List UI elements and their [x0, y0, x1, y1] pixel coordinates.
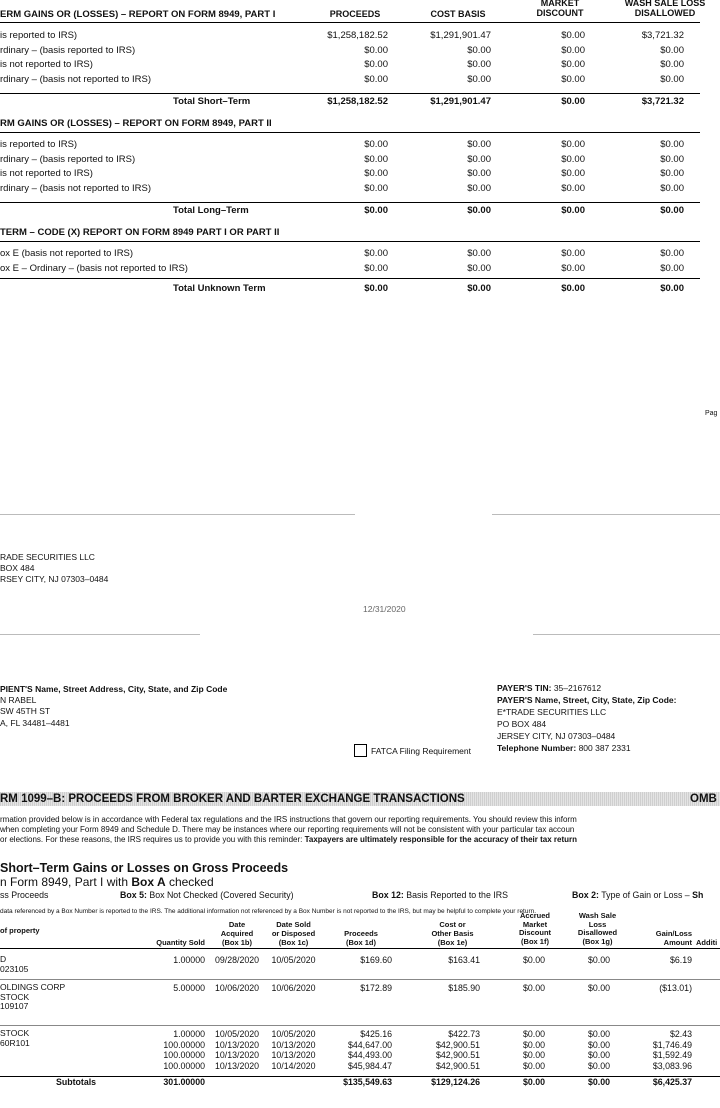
- col-acq: [212, 920, 262, 947]
- header-cost-basis: COST BASIS: [430, 9, 486, 19]
- payer-tin-value: 35–2167612: [553, 683, 602, 693]
- long_term-row-wash: $0.00: [660, 182, 684, 194]
- subtotals-wash: $0.00: [587, 1077, 610, 1087]
- short_term-row-label: rdinary – (basis not reported to IRS): [0, 73, 152, 85]
- short_term-row-cost: $0.00: [467, 59, 491, 70]
- detail-cell-sold: 10/13/2020: [271, 1050, 316, 1060]
- col-sold-2: or Disposed: [271, 929, 316, 938]
- detail-cell-market: $0.00: [522, 1050, 545, 1060]
- unknown_term-row-cost: $0.00: [467, 262, 491, 274]
- col-cost-1: Cost or: [439, 920, 466, 929]
- long_term-row-wash: $0.00: [660, 153, 684, 165]
- box2-label: Box 2:: [572, 890, 599, 900]
- short_term-row-wash: $0.00: [660, 59, 684, 70]
- short_term-row-proceeds: $0.00: [364, 59, 388, 70]
- detail-cell-qty: 1.00000: [173, 1029, 205, 1039]
- detail-note: data referenced by a Box Number is reported to the IRS. The additional information not referenced by a Box Number is not reported to the IRS, but may be helpful to complete your return.: [0, 908, 537, 915]
- box5-info: [120, 890, 294, 900]
- box12-value: Basis Reported to the IRS: [406, 890, 508, 900]
- detail-cell-qty: 100.00000: [163, 1060, 205, 1071]
- fatca-checkbox[interactable]: [354, 744, 367, 757]
- notice-line3: [0, 835, 577, 844]
- subtotals-cost: $129,124.26: [431, 1077, 480, 1087]
- total-short-term-label: Total Short–Term: [173, 96, 251, 107]
- payer-phone-value: 800 387 2331: [578, 743, 631, 753]
- detail-subtitle-post: checked: [165, 875, 214, 889]
- detail-cell-sold: 10/13/2020: [271, 1039, 316, 1050]
- detail-cell-market: $0.00: [522, 1060, 545, 1071]
- detail-cell-cost: $422.73: [448, 1029, 480, 1039]
- property-description: 60R101: [0, 1037, 30, 1048]
- form-title: RM 1099–B: PROCEEDS FROM BROKER AND BARTER EXCHANGE TRANSACTIONS: [0, 793, 465, 805]
- detail-cell-sold: 10/14/2020: [271, 1060, 316, 1071]
- box2-bold: Sh: [692, 890, 704, 900]
- col-sold: [266, 920, 321, 947]
- detail-cell-gain: $2.43: [669, 1029, 692, 1039]
- col-cost: [420, 920, 485, 947]
- total-long-term-label: Total Long–Term: [173, 205, 249, 216]
- detail-title: Short–Term Gains or Losses on Gross Proceeds: [0, 861, 289, 875]
- short_term-row-label: rdinary – (basis reported to IRS): [0, 44, 136, 56]
- long_term-row-market: $0.00: [561, 139, 585, 150]
- short_term-total-wash: $3,721.32: [641, 96, 684, 107]
- detail-left-label: ss Proceeds: [0, 890, 49, 900]
- subtotals-proceeds: $135,549.63: [343, 1077, 392, 1087]
- short_term-total-cost: $1,291,901.47: [430, 96, 491, 107]
- col-wash-1: Wash Sale: [578, 911, 617, 920]
- detail-cell-proceeds: $44,647.00: [347, 1039, 392, 1050]
- unknown-term-section-title: TERM – CODE (X) REPORT ON FORM 8949 PART I OR PART II: [0, 227, 280, 238]
- long_term-total-proceeds: $0.00: [364, 205, 388, 216]
- box2-value: Type of Gain or Loss –: [601, 890, 690, 900]
- notice-line3-text: or elections. For these reasons, the IRS requires us to provide you with this reminder:: [0, 835, 305, 844]
- col-market: [510, 912, 560, 946]
- header-wash-sale: WASH SALE LOSS DISALLOWED: [624, 0, 706, 18]
- short_term-row-proceeds: $0.00: [364, 44, 388, 56]
- detail-cell-qty: 5.00000: [173, 983, 205, 993]
- detail-cell-proceeds: $44,493.00: [347, 1050, 392, 1060]
- header-proceeds: PROCEEDS: [329, 9, 381, 19]
- detail-cell-gain: $1,592.49: [652, 1050, 692, 1060]
- long_term-row-market: $0.00: [561, 182, 585, 194]
- long_term-row-cost: $0.00: [467, 182, 491, 194]
- omb-label: OMB: [690, 793, 717, 805]
- subtotals-qty: 301.00000: [163, 1077, 205, 1087]
- detail-cell-acq: 10/13/2020: [214, 1039, 260, 1050]
- box5-value: Box Not Checked (Covered Security): [149, 890, 294, 900]
- unknown_term-total-market: $0.00: [561, 283, 585, 294]
- payer-block-line3: RSEY CITY, NJ 07303–0484: [0, 574, 109, 584]
- long_term-row-label: rdinary – (basis reported to IRS): [0, 153, 136, 165]
- detail-cell-wash: $0.00: [587, 1039, 610, 1050]
- recipient-line2: SW 45TH ST: [0, 706, 51, 716]
- long_term-total-market: $0.00: [561, 205, 585, 216]
- unknown_term-row-wash: $0.00: [660, 248, 684, 259]
- fatca-label: FATCA Filing Requirement: [371, 746, 471, 756]
- col-proceeds: [330, 929, 392, 947]
- short_term-row-wash: $0.00: [660, 44, 684, 56]
- property-description: STOCK: [0, 1028, 30, 1038]
- payer-line2: PO BOX 484: [497, 719, 547, 729]
- unknown_term-row-proceeds: $0.00: [364, 262, 388, 274]
- col-wash: [570, 912, 625, 946]
- col-proceeds-1: Proceeds: [344, 929, 378, 938]
- short_term-row-wash: $0.00: [660, 73, 684, 85]
- col-gain-1: Gain/Loss: [655, 929, 692, 938]
- long_term-row-wash: $0.00: [660, 168, 684, 179]
- short_term-row-market: $0.00: [561, 59, 585, 70]
- subtotals-gain: $6,425.37: [652, 1077, 692, 1087]
- detail-cell-acq: 10/05/2020: [214, 1029, 260, 1039]
- detail-cell-market: $0.00: [522, 955, 545, 965]
- unknown_term-total-proceeds: $0.00: [364, 283, 388, 294]
- property-description: D: [0, 954, 7, 964]
- col-cost-3: (Box 1e): [437, 938, 468, 947]
- payer-name-label: PAYER'S Name, Street, City, State, Zip Code:: [497, 695, 677, 705]
- detail-cell-gain: $6.19: [669, 955, 692, 965]
- payer-block-line2: BOX 484: [0, 563, 35, 573]
- payer-line1: E*TRADE SECURITIES LLC: [497, 707, 607, 717]
- long_term-row-proceeds: $0.00: [364, 139, 388, 150]
- subtotals-market: $0.00: [522, 1077, 545, 1087]
- box12-info: [372, 890, 508, 900]
- col-proceeds-2: (Box 1d): [346, 938, 376, 947]
- col-market-4: (Box 1f): [521, 936, 549, 946]
- detail-cell-cost: $42,900.51: [435, 1060, 480, 1071]
- unknown_term-total-cost: $0.00: [467, 283, 491, 294]
- col-sold-3: (Box 1c): [278, 938, 309, 947]
- long_term-row-cost: $0.00: [467, 168, 491, 179]
- detail-cell-market: $0.00: [522, 1039, 545, 1050]
- detail-cell-qty: 100.00000: [163, 1039, 205, 1050]
- unknown_term-row-proceeds: $0.00: [364, 248, 388, 259]
- col-gain: [640, 929, 692, 947]
- col-market-1: Accrued: [519, 911, 550, 920]
- detail-cell-market: $0.00: [522, 983, 545, 993]
- detail-cell-proceeds: $172.89: [360, 983, 392, 993]
- group-separator: [0, 1025, 720, 1026]
- long_term-row-wash: $0.00: [660, 139, 684, 150]
- detail-cell-acq: 10/13/2020: [214, 1050, 260, 1060]
- detail-cell-sold: 10/05/2020: [271, 955, 316, 965]
- short_term-row-proceeds: $0.00: [364, 73, 388, 85]
- payer-block-line1: RADE SECURITIES LLC: [0, 552, 95, 562]
- property-description: OLDINGS CORP: [0, 982, 66, 992]
- col-wash-4: (Box 1g): [582, 936, 613, 946]
- detail-cell-proceeds: $45,984.47: [347, 1060, 392, 1071]
- header-market-discount: MARKET DISCOUNT: [536, 0, 584, 18]
- col-property: of property: [0, 926, 40, 935]
- unknown_term-row-market: $0.00: [561, 248, 585, 259]
- notice-line2: when completing your Form 8949 and Schedule D. There may be instances where our reporting requirements will not be consistent with your particular tax accoun: [0, 825, 575, 834]
- detail-cell-gain: $1,746.49: [652, 1039, 692, 1050]
- long_term-row-proceeds: $0.00: [364, 182, 388, 194]
- short_term-row-market: $0.00: [561, 73, 585, 85]
- detail-cell-gain: $3,083.96: [652, 1060, 692, 1071]
- unknown_term-row-label: ox E – Ordinary – (basis not reported to IRS): [0, 262, 188, 274]
- recipient-heading: PIENT'S Name, Street Address, City, State, and Zip Code: [0, 684, 228, 694]
- payer-tin-label: PAYER'S TIN:: [497, 683, 552, 693]
- long_term-row-proceeds: $0.00: [364, 168, 388, 179]
- long_term-total-cost: $0.00: [467, 205, 491, 216]
- short_term-row-proceeds: $1,258,182.52: [327, 30, 388, 41]
- detail-cell-sold: 10/06/2020: [271, 983, 316, 993]
- detail-subtitle: [0, 875, 214, 889]
- detail-cell-wash: $0.00: [587, 955, 610, 965]
- detail-cell-proceeds: $425.16: [360, 1029, 392, 1039]
- detail-cell-cost: $42,900.51: [435, 1050, 480, 1060]
- short-term-section-title: ERM GAINS OR (LOSSES) – REPORT ON FORM 8949, PART I: [0, 9, 276, 20]
- col-acq-2: Acquired: [220, 929, 254, 938]
- unknown_term-row-wash: $0.00: [660, 262, 684, 274]
- notice-line3-bold: Taxpayers are ultimately responsible for the accuracy of their tax return: [304, 835, 577, 844]
- long_term-row-proceeds: $0.00: [364, 153, 388, 165]
- long_term-total-wash: $0.00: [660, 205, 684, 216]
- long_term-row-cost: $0.00: [467, 153, 491, 165]
- col-qty: Quantity Sold: [156, 938, 205, 947]
- col-wash-3: Disallowed: [577, 928, 618, 937]
- short_term-total-market: $0.00: [561, 96, 585, 107]
- long_term-row-market: $0.00: [561, 168, 585, 179]
- col-sold-1: Date Sold: [276, 920, 311, 929]
- subtotals-label: Subtotals: [56, 1077, 97, 1087]
- payer-line3: JERSEY CITY, NJ 07303–0484: [497, 731, 616, 741]
- detail-cell-gain: ($13.01): [659, 983, 692, 993]
- detail-cell-wash: $0.00: [587, 1029, 610, 1039]
- detail-cell-wash: $0.00: [587, 1050, 610, 1060]
- detail-cell-market: $0.00: [522, 1029, 545, 1039]
- detail-subtitle-pre: n Form 8949, Part I with: [0, 875, 132, 889]
- col-acq-1: Date: [228, 920, 246, 929]
- unknown_term-row-cost: $0.00: [467, 248, 491, 259]
- detail-cell-acq: 10/13/2020: [214, 1060, 260, 1071]
- short_term-row-cost: $1,291,901.47: [430, 30, 491, 41]
- long_term-row-label: is reported to IRS): [0, 139, 78, 150]
- group-separator: [0, 979, 720, 980]
- long-term-section-title: RM GAINS OR (LOSSES) – REPORT ON FORM 8949, PART II: [0, 118, 272, 129]
- page-label: Pag: [705, 410, 718, 417]
- col-gain-2: Amount: [663, 938, 692, 947]
- box12-label: Box 12:: [372, 890, 404, 900]
- property-description: 023105: [0, 963, 29, 974]
- payer-phone-label: Telephone Number:: [497, 743, 577, 753]
- detail-cell-sold: 10/05/2020: [271, 1029, 316, 1039]
- payer-phone: [497, 743, 631, 753]
- unknown_term-total-wash: $0.00: [660, 283, 684, 294]
- box5-label: Box 5:: [120, 890, 147, 900]
- long_term-row-market: $0.00: [561, 153, 585, 165]
- unknown_term-row-label: ox E (basis not reported to IRS): [0, 248, 134, 259]
- detail-cell-wash: $0.00: [587, 983, 610, 993]
- detail-cell-cost: $42,900.51: [435, 1039, 480, 1050]
- recipient-line3: A, FL 34481–4481: [0, 718, 70, 728]
- short_term-row-cost: $0.00: [467, 73, 491, 85]
- detail-cell-wash: $0.00: [587, 1060, 610, 1071]
- short_term-row-label: is reported to IRS): [0, 30, 78, 41]
- short_term-row-market: $0.00: [561, 44, 585, 56]
- col-cost-2: Other Basis: [431, 929, 474, 938]
- statement-date: 12/31/2020: [363, 604, 406, 614]
- payer-tin: [497, 683, 601, 693]
- detail-cell-qty: 1.00000: [173, 955, 205, 965]
- property-description: 109107: [0, 1001, 29, 1011]
- notice-line1: rmation provided below is in accordance with Federal tax regulations and the IRS instructions that govern our reporting requirements. You should review this inform: [0, 815, 577, 824]
- detail-cell-cost: $163.41: [448, 955, 480, 965]
- detail-cell-proceeds: $169.60: [360, 955, 392, 965]
- box2-info: [572, 890, 703, 900]
- detail-subtitle-bold: Box A: [131, 875, 166, 889]
- long_term-row-cost: $0.00: [467, 139, 491, 150]
- detail-cell-acq: 09/28/2020: [214, 955, 260, 965]
- col-additional: Additi: [696, 938, 718, 947]
- detail-cell-acq: 10/06/2020: [214, 983, 260, 993]
- short_term-row-market: $0.00: [561, 30, 585, 41]
- col-market-2: Market: [522, 919, 548, 929]
- col-market-3: Discount: [518, 928, 552, 937]
- detail-cell-qty: 100.00000: [163, 1050, 205, 1060]
- short_term-row-wash: $3,721.32: [641, 30, 684, 41]
- short_term-row-label: is not reported to IRS): [0, 59, 93, 70]
- detail-cell-cost: $185.90: [448, 983, 480, 993]
- unknown_term-row-market: $0.00: [561, 262, 585, 274]
- long_term-row-label: rdinary – (basis not reported to IRS): [0, 182, 152, 194]
- short_term-total-proceeds: $1,258,182.52: [327, 96, 388, 107]
- recipient-line1: N RABEL: [0, 695, 37, 705]
- col-acq-3: (Box 1b): [222, 938, 252, 947]
- col-wash-2: Loss: [588, 919, 607, 929]
- property-description: STOCK: [0, 991, 30, 1002]
- long_term-row-label: is not reported to IRS): [0, 168, 93, 179]
- total-unknown-term-label: Total Unknown Term: [173, 283, 266, 294]
- short_term-row-cost: $0.00: [467, 44, 491, 56]
